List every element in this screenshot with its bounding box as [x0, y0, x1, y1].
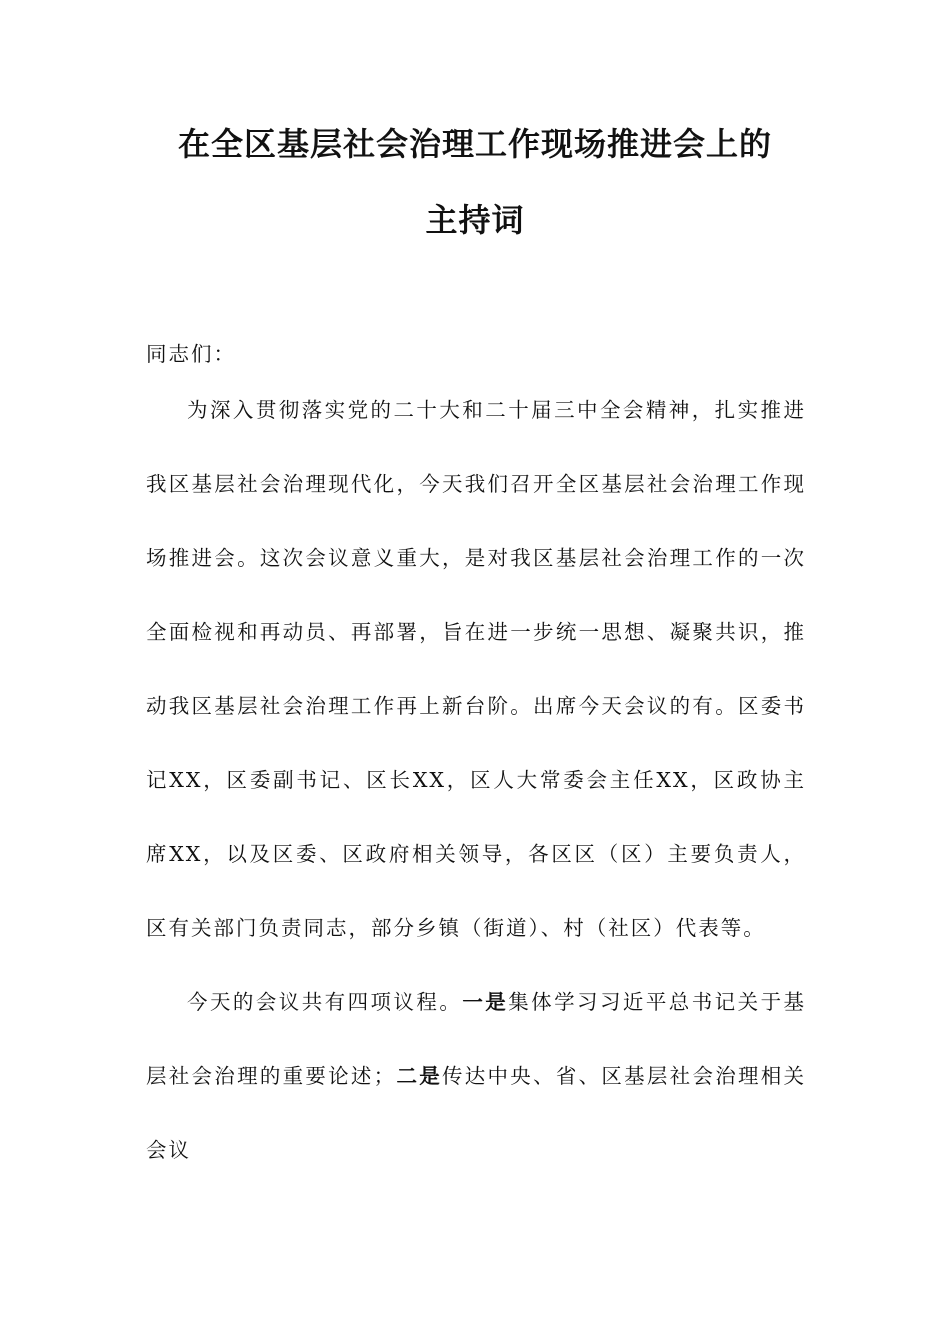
agenda-item-one-text: 集体学习习近平总书记关于基层社会治理的重要论述； [146, 990, 807, 1088]
paragraph-opening: 为深入贯彻落实党的二十大和二十届三中全会精神，扎实推进我区基层社会治理现代化，今天我们召开全区基层社会治理工作现场推进会。这次会议意义重大，是对我区基层社会治理工作的一次全面检视和再动员、再部署，旨在进一步统一思想、凝聚共识，推动我区基层社会治理工作再上新台阶。出席今天会议的有。区委书记XX，区委副书记、区长XX，区人大常委会主任XX，区政协主席XX，以及区委、区政府相关领导，各区区（区）主要负责人，区有关部门负责同志，部分乡镇（街道）、村（社区）代表等。 [146, 398, 806, 940]
document-title-line1: 在全区基层社会治理工作现场推进会上的 [177, 125, 772, 163]
agenda-item-two-label: 二是 [396, 1064, 442, 1088]
paragraph-agenda [146, 965, 806, 1187]
agenda-item-two-text: 传达中央、省、区基层社会治理相关会议 [146, 1064, 807, 1162]
document-title-line2: 主持词 [425, 201, 525, 239]
agenda-item-one-label: 一是 [462, 990, 509, 1014]
agenda-intro-text: 今天的会议共有四项议程。 [187, 990, 463, 1014]
salutation: 同志们： [146, 342, 236, 366]
